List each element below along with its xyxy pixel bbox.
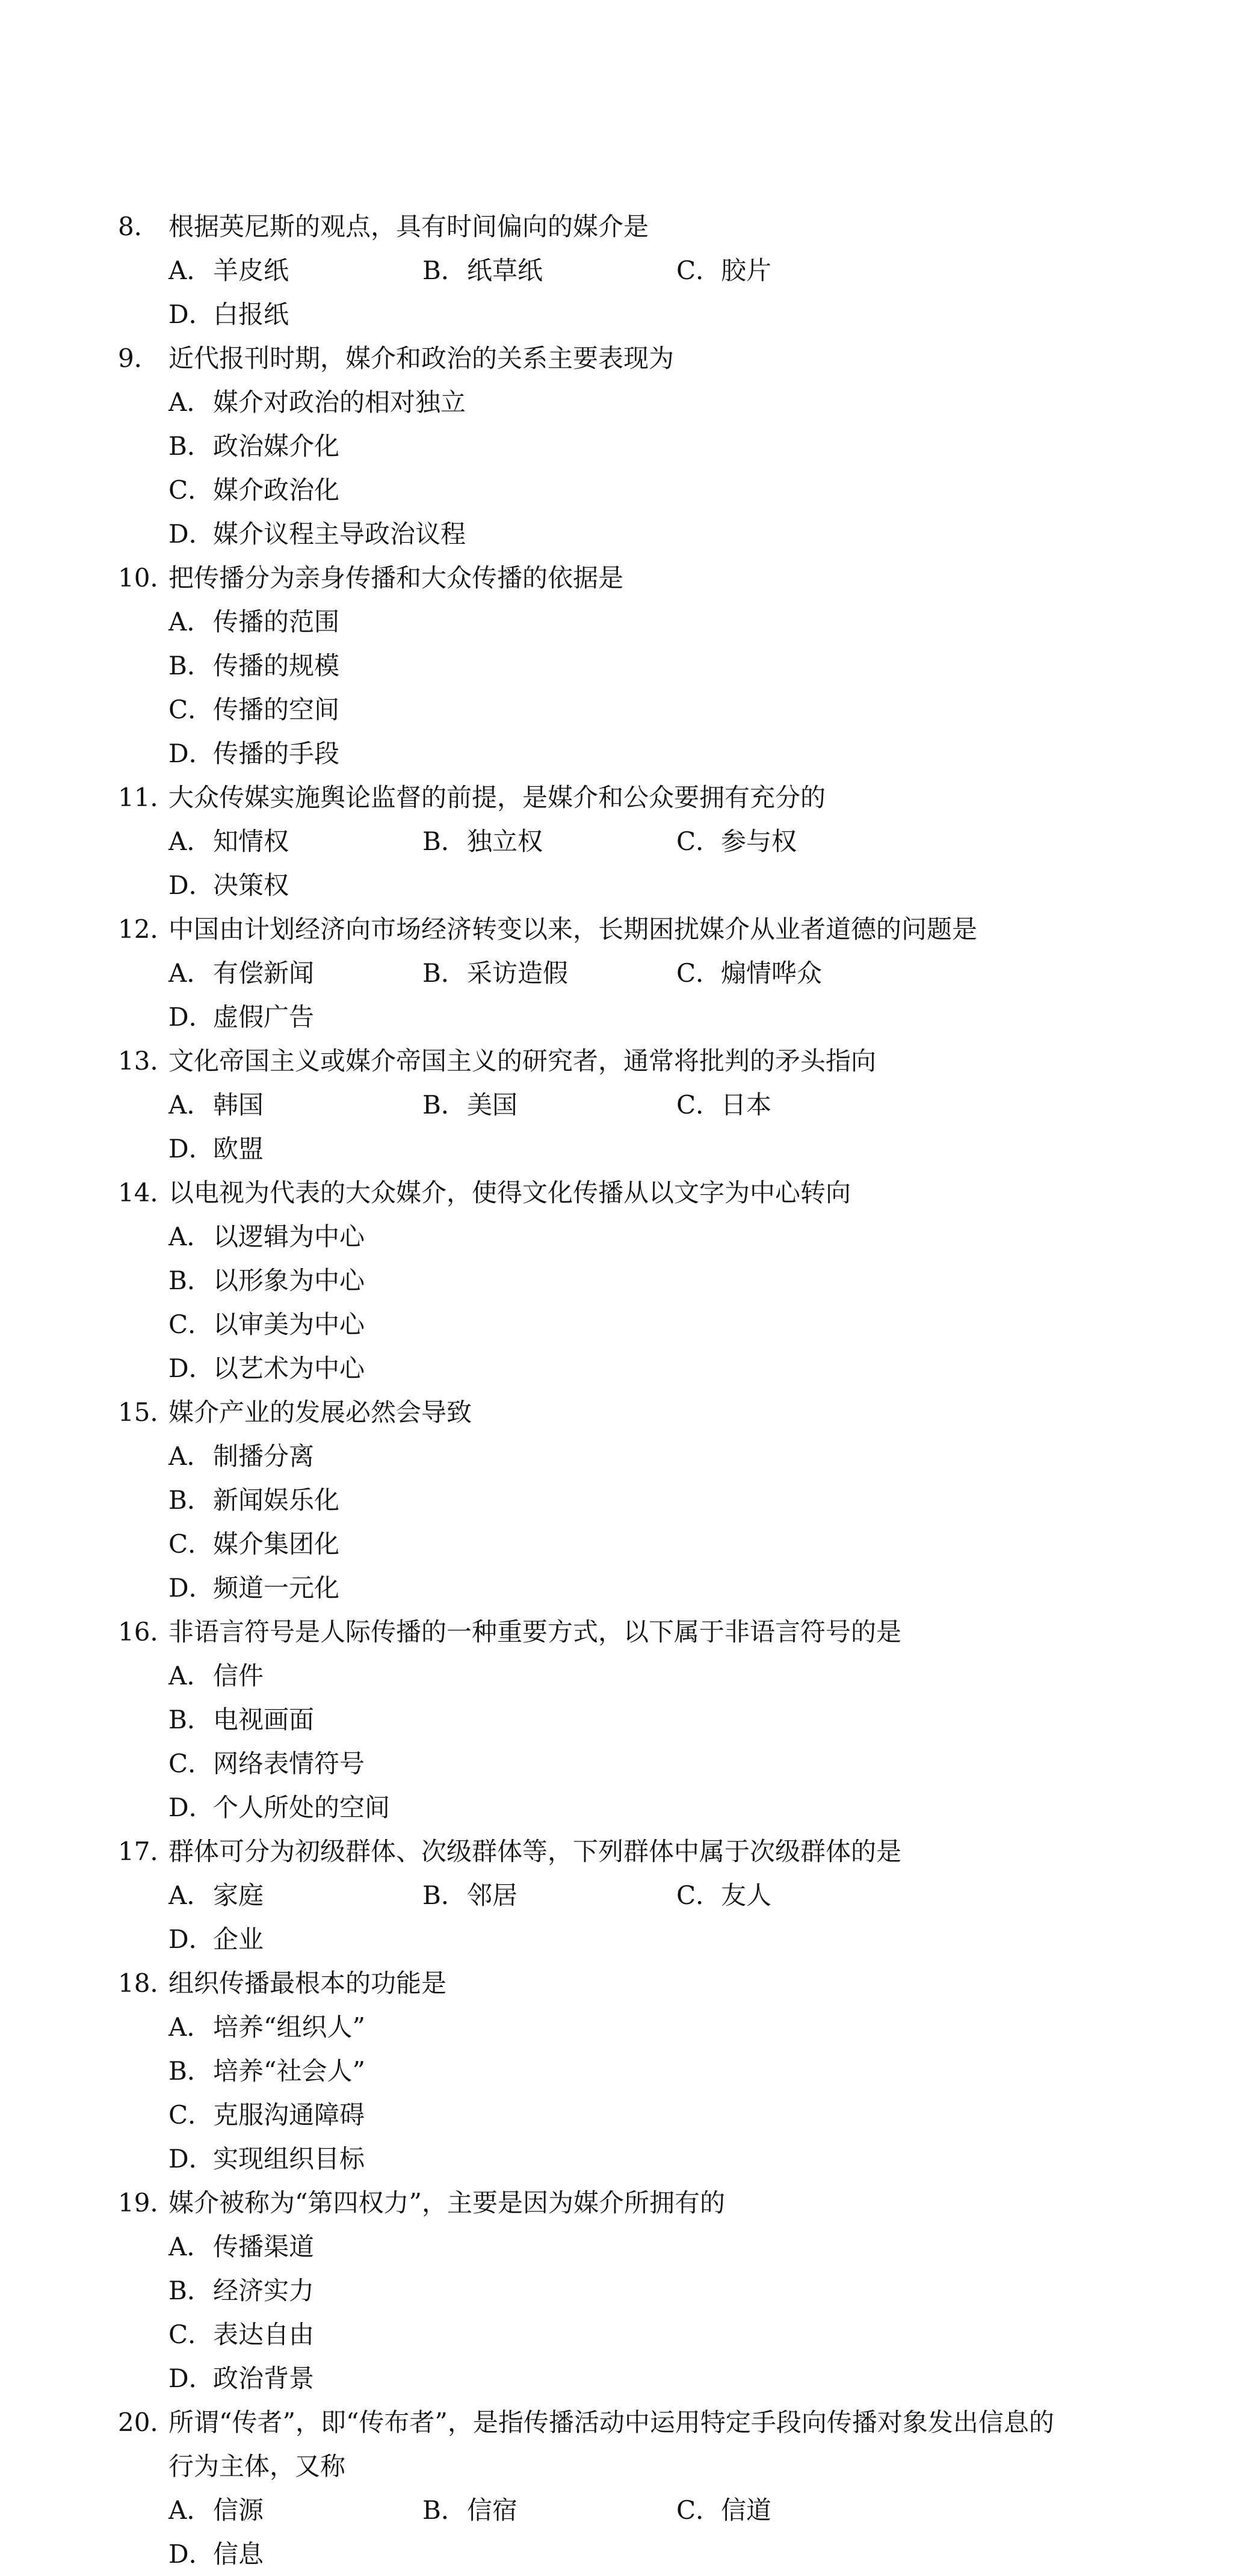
option-text: 有偿新闻 [213,958,315,988]
question-stem [118,2181,1141,2225]
question-number: 9． [118,344,159,373]
question-text: 所谓“传者”，即“传布者”，是指传播活动中运用特定手段向传播对象发出信息的 [168,2408,1054,2437]
question-stem [118,2400,1141,2444]
answer-option [168,732,677,775]
option-text: 个人所处的空间 [213,1793,391,1822]
option-letter: D． [168,1573,214,1603]
option-letter: C． [168,1310,214,1339]
question-number: 17． [118,1837,176,1866]
answer-option [168,1566,677,1610]
option-letter: B． [422,827,466,856]
option-text: 培养“社会人” [213,2056,365,2086]
answer-option [168,2269,677,2313]
option-list [118,1873,1141,1961]
question-text: 媒介被称为“第四权力”，主要是因为媒介所拥有的 [168,2188,725,2217]
option-text: 以逻辑为中心 [213,1222,365,1251]
answer-option [168,2137,677,2181]
option-letter: B． [168,1485,212,1515]
option-text: 决策权 [213,870,289,900]
question-item [118,336,1141,556]
question-number: 19． [118,2188,176,2217]
answer-option [168,2005,677,2049]
answer-option [168,995,422,1039]
question-number: 12． [118,914,176,944]
answer-option [168,1873,422,1917]
question-text: 中国由计划经济向市场经济转变以来，长期困扰媒介从业者道德的问题是 [168,914,978,944]
question-stem [118,1039,1141,1083]
answer-option [168,600,677,644]
question-number: 18． [118,1968,176,1998]
answer-option [168,1522,677,1566]
answer-option [168,1654,677,1698]
answer-option [168,248,422,292]
option-text: 信宿 [467,2495,518,2525]
option-text: 媒介议程主导政治议程 [213,519,466,549]
option-list [118,2488,1141,2576]
question-text: 大众传媒实施舆论监督的前提，是媒介和公众要拥有充分的 [168,783,826,812]
question-item [118,1171,1141,1390]
question-text-continuation: 行为主体，又称 [168,2451,346,2481]
option-letter: A． [168,958,212,988]
option-letter: C． [676,256,721,285]
question-stem [118,1171,1141,1215]
option-letter: C． [676,1881,721,1910]
question-stem [118,205,1141,248]
option-letter: C． [168,1529,214,1559]
answer-option [168,2049,677,2093]
option-letter: D． [168,1793,214,1822]
option-text: 传播的范围 [213,607,340,636]
answer-option [168,1302,677,1346]
option-letter: A． [168,2012,212,2042]
option-letter: A． [168,256,212,285]
option-letter: C． [168,1749,214,1778]
option-text: 独立权 [467,827,543,856]
answer-option [168,424,677,468]
option-text: 日本 [721,1090,772,1120]
option-text: 以形象为中心 [213,1266,365,1295]
option-text: 信道 [721,2495,772,2525]
option-letter: C． [676,1090,721,1120]
answer-option [422,2488,676,2532]
answer-option [676,248,930,292]
option-letter: B． [168,2276,212,2305]
option-letter: B． [422,1090,466,1120]
option-letter: B． [422,1881,466,1910]
answer-option [422,1083,676,1127]
option-text: 电视画面 [213,1705,315,1734]
option-list [118,2225,1141,2400]
option-list [118,1654,1141,1829]
option-letter: A． [168,1090,212,1120]
option-letter: C． [676,958,721,988]
answer-option [168,2313,677,2356]
answer-option [676,819,930,863]
answer-option [676,951,930,995]
answer-option [168,1083,422,1127]
question-stem [118,556,1141,600]
option-letter: A． [168,2232,212,2261]
option-list [118,1434,1141,1610]
option-letter: B． [168,1705,212,1734]
option-text: 白报纸 [213,300,289,329]
option-letter: D． [168,1354,214,1383]
answer-option [676,2488,930,2532]
option-letter: A． [168,1661,212,1690]
option-text: 胶片 [721,256,772,285]
option-text: 家庭 [213,1881,264,1910]
question-text: 文化帝国主义或媒介帝国主义的研究者，通常将批判的矛头指向 [168,1046,877,1076]
answer-option [168,1434,677,1478]
question-list [118,205,1141,2576]
answer-option [168,380,677,424]
option-text: 煽情哗众 [721,958,823,988]
option-text: 采访造假 [467,958,569,988]
option-text: 网络表情符号 [213,1749,365,1778]
question-number: 20． [118,2408,176,2437]
answer-option [168,1259,677,1302]
question-item [118,1390,1141,1610]
option-letter: C． [676,827,721,856]
option-letter: A． [168,387,212,417]
question-item [118,907,1141,1039]
answer-option [168,2093,677,2137]
question-text: 近代报刊时期，媒介和政治的关系主要表现为 [168,344,675,373]
answer-option [168,1215,677,1259]
option-text: 媒介对政治的相对独立 [213,387,466,417]
option-text: 信息 [213,2539,264,2569]
option-text: 以审美为中心 [213,1310,365,1339]
option-letter: B． [168,2056,212,2086]
option-list [118,1215,1141,1390]
option-text: 知情权 [213,827,289,856]
question-item [118,1039,1141,1171]
option-text: 友人 [721,1881,772,1910]
question-text: 以电视为代表的大众媒介，使得文化传播从以文字为中心转向 [168,1178,851,1207]
question-text: 组织传播最根本的功能是 [168,1968,447,1998]
answer-option [422,248,676,292]
question-number: 10． [118,563,176,593]
option-text: 政治媒介化 [213,431,340,461]
question-stem [118,336,1141,380]
question-item [118,556,1141,775]
option-list [118,819,1141,907]
question-text: 把传播分为亲身传播和大众传播的依据是 [168,563,624,593]
question-number: 11． [118,783,176,812]
question-text: 媒介产业的发展必然会导致 [168,1397,472,1427]
answer-option [168,644,677,688]
option-text: 传播的规模 [213,651,340,680]
option-letter: A． [168,1881,212,1910]
answer-option [168,1742,677,1786]
option-letter: A． [168,1441,212,1471]
answer-option [168,1346,677,1390]
option-letter: C． [168,2320,214,2349]
option-text: 克服沟通障碍 [213,2100,365,2130]
option-letter: A． [168,827,212,856]
option-text: 培养“组织人” [213,2012,365,2042]
answer-option [168,863,422,907]
answer-option [168,1478,677,1522]
option-text: 传播的空间 [213,695,340,724]
option-letter: D． [168,2539,214,2569]
option-text: 以艺术为中心 [213,1354,365,1383]
option-letter: C． [168,2100,214,2130]
answer-option [168,2532,422,2576]
option-letter: C． [676,2495,721,2525]
option-letter: D． [168,739,214,768]
answer-option [168,951,422,995]
question-stem [118,1961,1141,2005]
option-text: 邻居 [467,1881,518,1910]
option-text: 制播分离 [213,1441,315,1471]
answer-option [168,292,422,336]
option-text: 参与权 [721,827,797,856]
question-number: 15． [118,1397,176,1427]
answer-option [168,1917,422,1961]
option-text: 美国 [467,1090,518,1120]
option-letter: C． [168,475,214,505]
question-text: 群体可分为初级群体、次级群体等，下列群体中属于次级群体的是 [168,1837,902,1866]
answer-option [168,2225,677,2269]
option-letter: A． [168,2495,212,2525]
answer-option [422,819,676,863]
option-letter: D． [168,870,214,900]
answer-option [168,1786,677,1829]
option-text: 新闻娱乐化 [213,1485,340,1515]
option-letter: D． [168,2144,214,2174]
question-text: 根据英尼斯的观点，具有时间偏向的媒介是 [168,212,649,241]
answer-option [168,1127,422,1171]
question-stem [118,1829,1141,1873]
answer-option [168,819,422,863]
question-number: 14． [118,1178,176,1207]
question-item [118,775,1141,907]
option-list [118,2005,1141,2181]
answer-option [676,1083,930,1127]
answer-option [168,1698,677,1742]
option-text: 经济实力 [213,2276,315,2305]
option-letter: B． [422,2495,466,2525]
option-list [118,600,1141,775]
option-text: 信件 [213,1661,264,1690]
option-letter: D． [168,2364,214,2393]
option-letter: B． [422,256,466,285]
option-letter: B． [168,431,212,461]
option-text: 政治背景 [213,2364,315,2393]
option-text: 频道一元化 [213,1573,340,1603]
question-stem [118,775,1141,819]
option-letter: D． [168,1134,214,1163]
answer-option [676,1873,930,1917]
answer-option [422,951,676,995]
option-text: 信源 [213,2495,264,2525]
option-letter: B． [168,1266,212,1295]
option-letter: D． [168,519,214,549]
option-letter: D． [168,300,214,329]
question-stem [118,1390,1141,1434]
option-text: 虚假广告 [213,1002,315,1032]
answer-option [168,468,677,512]
question-item [118,205,1141,336]
option-text: 媒介政治化 [213,475,340,505]
question-number: 8． [118,212,159,241]
option-letter: D． [168,1924,214,1954]
answer-option [168,2356,677,2400]
option-letter: A． [168,607,212,636]
option-list [118,951,1141,1039]
option-text: 传播渠道 [213,2232,315,2261]
option-text: 实现组织目标 [213,2144,365,2174]
option-text: 羊皮纸 [213,256,289,285]
option-text: 传播的手段 [213,739,340,768]
question-number: 16． [118,1617,176,1647]
answer-option [168,2488,422,2532]
question-item [118,1829,1141,1961]
option-text: 纸草纸 [467,256,543,285]
option-letter: D． [168,1002,214,1032]
question-item [118,1610,1141,1829]
answer-option [422,1873,676,1917]
question-number: 13． [118,1046,176,1076]
question-item [118,1961,1141,2181]
option-list [118,1083,1141,1171]
option-text: 韩国 [213,1090,264,1120]
option-letter: B． [168,651,212,680]
option-list [118,380,1141,556]
question-item [118,2400,1141,2576]
option-letter: B． [422,958,466,988]
answer-option [168,512,677,556]
option-text: 欧盟 [213,1134,264,1163]
question-stem [118,1610,1141,1654]
question-stem [118,907,1141,951]
option-letter: C． [168,695,214,724]
question-item [118,2181,1141,2400]
option-text: 表达自由 [213,2320,315,2349]
option-letter: A． [168,1222,212,1251]
option-text: 企业 [213,1924,264,1954]
answer-option [168,688,677,732]
option-text: 媒介集团化 [213,1529,340,1559]
question-text: 非语言符号是人际传播的一种重要方式，以下属于非语言符号的是 [168,1617,902,1647]
option-list [118,248,1141,336]
